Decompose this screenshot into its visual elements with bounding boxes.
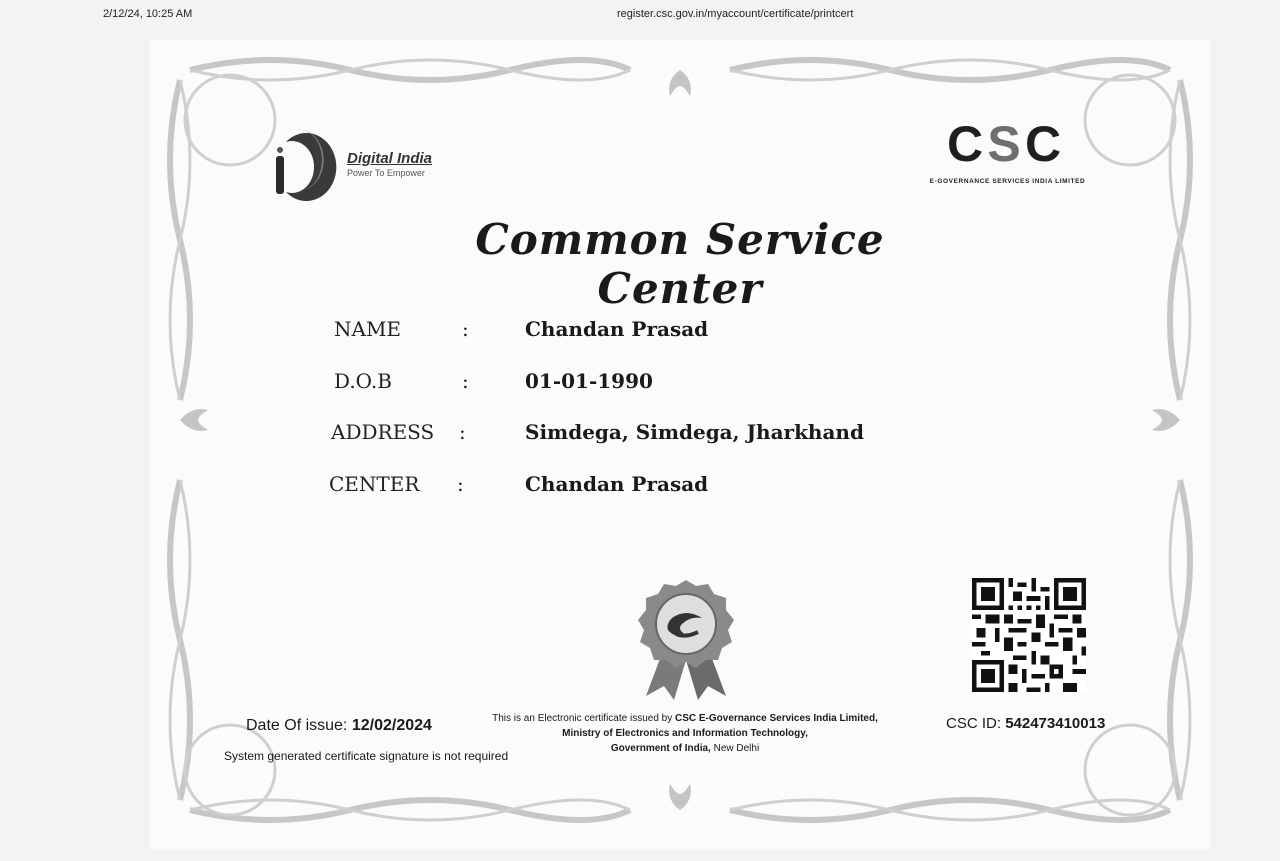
print-url: register.csc.gov.in/myaccount/certificate/printcert [617, 8, 854, 20]
csc-letter-c2: C [1025, 116, 1062, 172]
issue-date: 12/02/2024 [351, 717, 432, 734]
csc-letter-c1: C [947, 116, 984, 172]
field-name [334, 317, 894, 345]
digital-india-title: Digital India [347, 150, 433, 167]
digital-india-emblem-icon [268, 112, 348, 202]
field-value: Chandan Prasad [525, 472, 709, 496]
field-colon: : [459, 420, 466, 444]
date-of-issue [246, 717, 432, 735]
field-colon: : [462, 317, 469, 341]
field-label: D.O.B [334, 369, 392, 393]
print-header [0, 8, 1280, 24]
csc-subtitle: E-GOVERNANCE SERVICES INDIA LIMITED [929, 178, 1086, 185]
csc-letter-s: S [987, 116, 1021, 172]
field-value: 01-01-1990 [525, 369, 653, 393]
csc-id [946, 715, 1105, 732]
csc-logo [905, 118, 1110, 194]
electronic-certificate-note [460, 711, 910, 756]
note-ministry: Ministry of Electronics and Information Technology, [562, 728, 808, 739]
field-label: ADDRESS [331, 420, 435, 444]
field-address [331, 420, 891, 448]
issue-label: Date Of issue: [246, 717, 348, 734]
note-government: Government of India, [610, 743, 711, 754]
qr-code-icon [972, 578, 1086, 692]
seal-badge-icon [636, 578, 736, 703]
csc-letters [947, 118, 1061, 170]
field-value: Chandan Prasad [525, 317, 709, 341]
csc-id-label: CSC ID: [946, 715, 1002, 732]
certificate-title: Common Service Center [475, 215, 885, 313]
print-timestamp: 2/12/24, 10:25 AM [103, 8, 193, 20]
field-label: NAME [334, 317, 402, 341]
note-city: New Delhi [710, 743, 760, 754]
field-colon: : [457, 472, 464, 496]
note-issuer: CSC E-Governance Services India Limited, [675, 713, 878, 724]
note-prefix: This is an Electronic certificate issued by [492, 713, 675, 724]
digital-india-logo [268, 112, 448, 202]
field-value: Simdega, Simdega, Jharkhand [525, 420, 864, 444]
system-note: System generated certificate signature is not required [224, 749, 509, 763]
field-colon: : [462, 369, 469, 393]
digital-india-tagline: Power To Empower [347, 168, 425, 178]
field-center [329, 472, 889, 500]
field-label: CENTER [329, 472, 420, 496]
field-dob [334, 369, 894, 397]
csc-id-value: 542473410013 [1005, 715, 1106, 732]
